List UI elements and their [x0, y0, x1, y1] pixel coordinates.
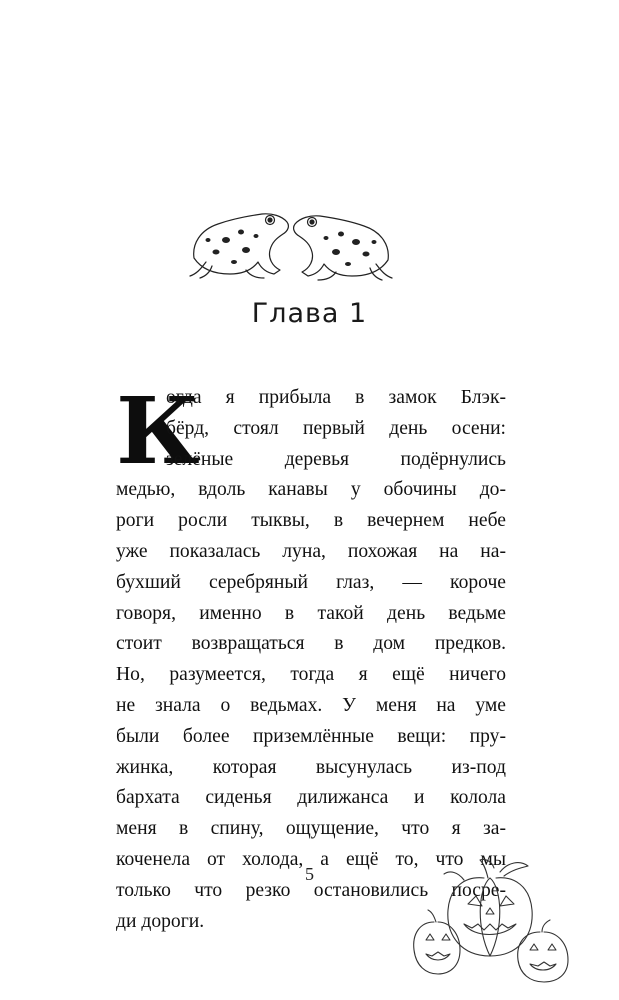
- text-line: уже показалась луна, похожая на на-: [116, 540, 506, 562]
- drop-cap: К: [116, 377, 200, 485]
- text-line: жинка, которая высунулась из-под: [116, 756, 506, 778]
- text-line: бухший серебряный глаз, — короче: [116, 571, 506, 593]
- pumpkins-illustration: [404, 848, 574, 986]
- page-number: 5: [305, 864, 314, 884]
- text-line: Но, разумеется, тогда я ещё ничего: [116, 664, 506, 686]
- text-line: огда я прибыла в замок Блэк-: [166, 387, 506, 408]
- text-line: стоит возвращаться в дом предков.: [116, 633, 506, 655]
- text-line: не знала о ведьмах. У меня на уме: [116, 694, 506, 716]
- text-line: были более приземлённые вещи: пру-: [116, 725, 506, 747]
- text-line: бархата сиденья дилижанса и колола: [116, 787, 506, 809]
- text-line: коченела от холода, а ещё то, что мы: [116, 848, 506, 870]
- text-line: ди дороги.: [116, 910, 205, 932]
- text-line: меня в спину, ощущение, что я за-: [116, 818, 506, 840]
- frogs-illustration: [186, 200, 396, 282]
- text-line: бёрд, стоял первый день осени:: [166, 417, 506, 439]
- text-line: только что резко остановились посре-: [116, 879, 506, 901]
- text-line: медью, вдоль канавы у обочины до-: [116, 479, 506, 501]
- chapter-title: Глава 1: [251, 298, 368, 329]
- text-line: зелёные деревья подёрнулись: [166, 448, 506, 470]
- text-line: говоря, именно в такой день ведьме: [116, 602, 506, 624]
- text-line: роги росли тыквы, в вечернем небе: [116, 510, 506, 532]
